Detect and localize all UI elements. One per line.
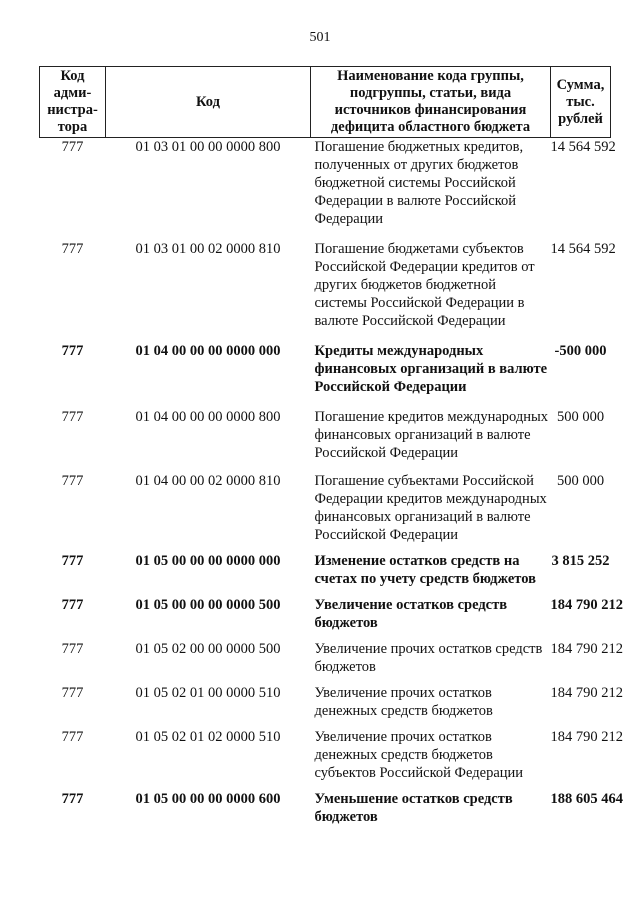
cell-admin: 777 bbox=[61, 343, 84, 359]
cell-code: 01 05 02 00 00 0000 500 bbox=[135, 641, 281, 657]
table-body bbox=[40, 138, 623, 827]
cell-sum: 14 564 592 bbox=[550, 139, 616, 155]
cell-name: Уменьшение остатков средств бюджетов bbox=[314, 791, 513, 825]
cell-admin: 777 bbox=[61, 241, 84, 257]
cell-name: Увеличение остатков средств бюджетов bbox=[314, 597, 508, 631]
cell-sum: 184 790 212 bbox=[550, 729, 623, 745]
cell-code: 01 03 01 00 02 0000 810 bbox=[135, 241, 281, 257]
cell-admin: 777 bbox=[61, 685, 84, 701]
cell-sum: 3 815 252 bbox=[551, 553, 610, 569]
cell-code: 01 04 00 00 00 0000 000 bbox=[135, 343, 281, 359]
cell-sum: 184 790 212 bbox=[550, 641, 623, 657]
cell-name: Изменение остатков средств на счетах по учету средств бюджетов bbox=[314, 553, 536, 587]
table-header bbox=[40, 67, 611, 138]
table-row bbox=[40, 396, 611, 462]
cell-sum: 500 000 bbox=[556, 473, 605, 489]
table-row bbox=[40, 138, 611, 229]
cell-sum: 14 564 592 bbox=[550, 241, 616, 257]
cell-admin: 777 bbox=[61, 409, 84, 425]
cell-name: Кредиты международных финансовых организаций в валюте Российской Федерации bbox=[314, 343, 548, 395]
cell-sum: 184 790 212 bbox=[550, 685, 623, 701]
header-code: Код bbox=[106, 67, 311, 138]
cell-sum: -500 000 bbox=[554, 343, 607, 359]
cell-code: 01 04 00 00 02 0000 810 bbox=[135, 473, 281, 489]
cell-sum: 188 605 464 bbox=[550, 791, 623, 807]
cell-code: 01 04 00 00 00 0000 800 bbox=[135, 409, 281, 425]
header-name: Наименование кода группы, подгруппы, статьи, вида источников финансирования дефицита областного бюджета bbox=[311, 67, 551, 138]
cell-code: 01 05 00 00 00 0000 600 bbox=[135, 791, 281, 807]
cell-name: Увеличение прочих остатков средств бюджетов bbox=[314, 641, 543, 675]
page-number: 501 bbox=[309, 30, 331, 45]
cell-name: Погашение субъектами Российской Федерации кредитов международных финансовых организаций в валюте Российской Федерации bbox=[314, 473, 547, 543]
cell-name: Погашение бюджетных кредитов, полученных от других бюджетов бюджетной системы Российской Федерации в валюте Российской Федерации bbox=[314, 139, 524, 227]
cell-admin: 777 bbox=[61, 473, 84, 489]
table-row bbox=[40, 632, 611, 676]
cell-sum: 184 790 212 bbox=[550, 597, 623, 613]
cell-admin: 777 bbox=[61, 597, 84, 613]
cell-code: 01 05 00 00 00 0000 000 bbox=[135, 553, 281, 569]
table-row bbox=[40, 462, 611, 544]
cell-code: 01 05 00 00 00 0000 500 bbox=[135, 597, 281, 613]
cell-admin: 777 bbox=[61, 641, 84, 657]
table-row bbox=[40, 782, 611, 826]
table-row bbox=[40, 676, 611, 720]
table-row bbox=[40, 544, 611, 588]
header-row bbox=[40, 67, 611, 138]
cell-code: 01 03 01 00 00 0000 800 bbox=[135, 139, 281, 155]
cell-admin: 777 bbox=[61, 139, 84, 155]
cell-admin: 777 bbox=[61, 553, 84, 569]
cell-admin: 777 bbox=[61, 729, 84, 745]
header-sum: Сумма, тыс. рублей bbox=[551, 67, 611, 138]
cell-code: 01 05 02 01 02 0000 510 bbox=[135, 729, 281, 745]
cell-sum: 500 000 bbox=[556, 409, 605, 425]
cell-admin: 777 bbox=[61, 791, 84, 807]
cell-code: 01 05 02 01 00 0000 510 bbox=[135, 685, 281, 701]
cell-name: Погашение бюджетами субъектов Российской Федерации кредитов от других бюджетов бюджетной системы Российской Федерации в валюте Российской Федерации bbox=[314, 241, 535, 329]
header-admin: Код адми-нистра-тора bbox=[40, 67, 106, 138]
cell-name: Погашение кредитов международных финансовых организаций в валюте Российской Федерации bbox=[314, 409, 548, 461]
cell-name: Увеличение прочих остатков денежных средств бюджетов субъектов Российской Федерации bbox=[314, 729, 524, 781]
table-row bbox=[40, 228, 611, 330]
table-row bbox=[40, 588, 611, 632]
budget-sources-table bbox=[39, 66, 623, 826]
table-row bbox=[40, 330, 611, 396]
cell-name: Увеличение прочих остатков денежных средств бюджетов bbox=[314, 685, 493, 719]
table-row bbox=[40, 720, 611, 782]
